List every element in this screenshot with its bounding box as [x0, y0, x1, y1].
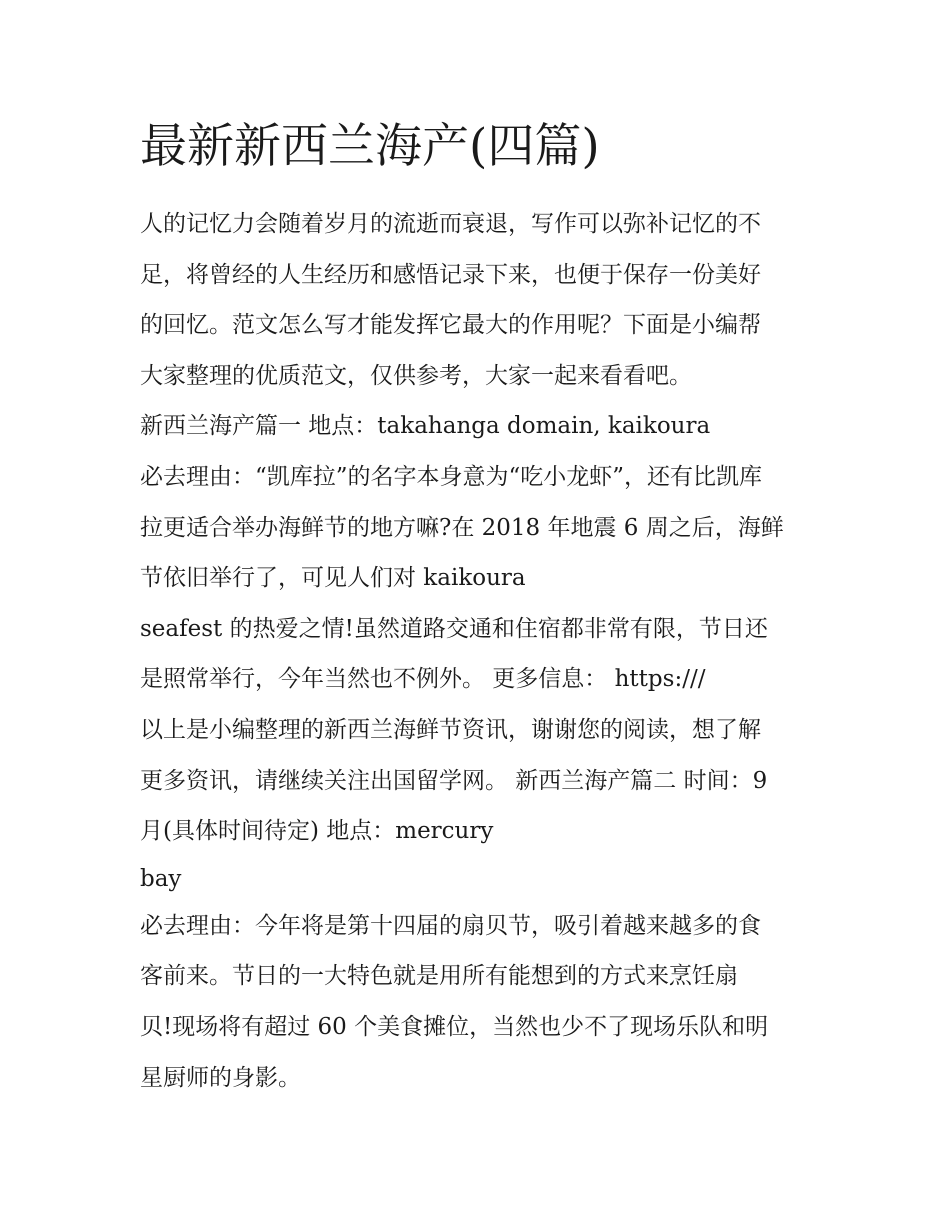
paragraph-line: 人的记忆力会随着岁月的流逝而衰退，写作可以弥补记忆的不 [140, 211, 761, 237]
document-title: 最新新西兰海产(四篇) [140, 119, 600, 174]
paragraph-line: 是照常举行，今年当然也不例外。 更多信息： https:/// [140, 666, 706, 693]
paragraph-line: 节依旧举行了，可见人们对 kaikoura [140, 565, 526, 592]
paragraph-line: 的回忆。范文怎么写才能发挥它最大的作用呢？下面是小编帮 [140, 312, 761, 339]
paragraph-line: 客前来。节日的一大特色就是用所有能想到的方式来烹饪扇 [140, 963, 738, 990]
paragraph-line: 贝!现场将有超过 60 个美食摊位，当然也少不了现场乐队和明 [140, 1013, 769, 1040]
paragraph-line: 更多资讯，请继续关注出国留学网。 新西兰海产篇二 时间：9 [140, 767, 768, 794]
paragraph-line: bay [140, 865, 182, 892]
paragraph-line: 足，将曾经的人生经历和感悟记录下来，也便于保存一份美好 [140, 261, 761, 288]
paragraph-line: 拉更适合举办海鲜节的地方嘛?在 2018 年地震 6 周之后，海鲜 [140, 514, 784, 541]
paragraph-line: 以上是小编整理的新西兰海鲜节资讯，谢谢您的阅读，想了解 [140, 716, 761, 743]
paragraph-line: 月(具体时间待定) 地点：mercury [140, 818, 494, 845]
paragraph-line: 星厨师的身影。 [140, 1064, 301, 1091]
paragraph-line: 必去理由：“凯库拉”的名字本身意为“吃小龙虾”，还有比凯库 [140, 463, 763, 490]
paragraph-line: 必去理由：今年将是第十四届的扇贝节，吸引着越来越多的食 [140, 912, 761, 939]
paragraph-line: seafest 的热爱之情!虽然道路交通和住宿都非常有限，节日还 [140, 615, 768, 642]
paragraph-line: 新西兰海产篇一 地点：takahanga domain, kaikoura [140, 413, 711, 440]
paragraph-line: 大家整理的优质范文，仅供参考，大家一起来看看吧。 [140, 362, 692, 389]
document-page [140, 116, 820, 1103]
